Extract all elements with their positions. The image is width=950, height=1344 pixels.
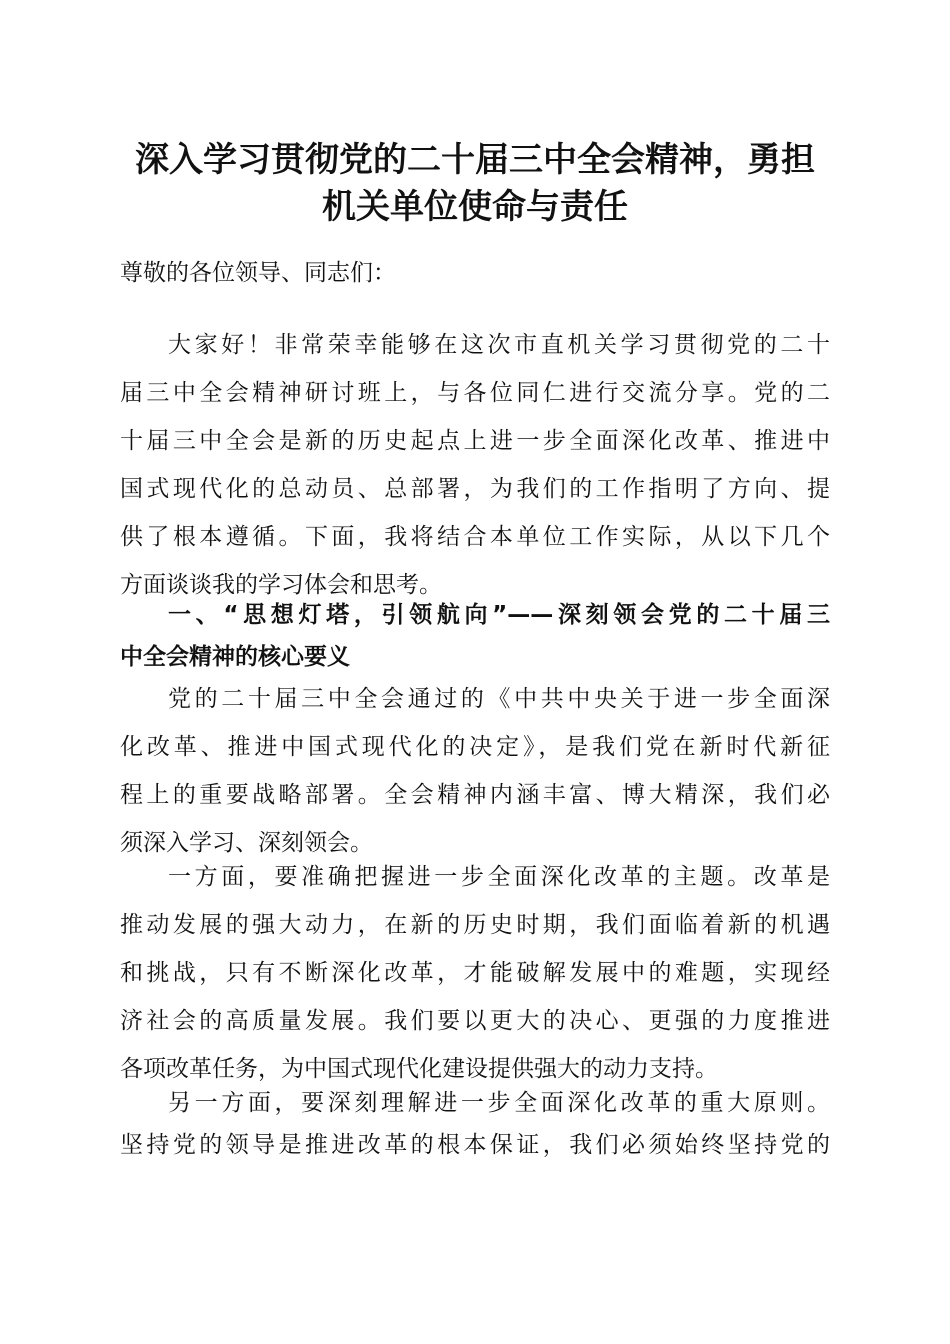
paragraph-line: 须深入学习、深刻领会。: [120, 830, 373, 856]
paragraph-line: 方面谈谈我的学习体会和思考。: [120, 572, 442, 598]
paragraph-line: 和挑战，只有不断深化改革，才能破解发展中的难题，实现经: [120, 960, 830, 986]
document-title-line-2: 机关单位使命与责任: [322, 187, 628, 227]
paragraph-line: 十届三中全会是新的历史起点上进一步全面深化改革、推进中: [120, 428, 830, 454]
paragraph-line: 届三中全会精神研讨班上，与各位同仁进行交流分享。党的二: [120, 380, 830, 406]
paragraph-line: 推动发展的强大动力，在新的历史时期，我们面临着新的机遇: [120, 912, 830, 938]
paragraph-line: 化改革、推进中国式现代化的决定》，是我们党在新时代新征: [120, 734, 830, 760]
document-title-line-1: 深入学习贯彻党的二十届三中全会精神，勇担: [135, 140, 815, 180]
paragraph-line: 坚持党的领导是推进改革的根本保证，我们必须始终坚持党的: [120, 1132, 830, 1158]
salutation: 尊敬的各位领导、同志们：: [120, 260, 396, 286]
paragraph-line: 另一方面，要深刻理解进一步全面深化改革的重大原则。: [168, 1090, 830, 1116]
section-heading-line: 一、“思想灯塔，引领航向”——深刻领会党的二十届三: [168, 602, 830, 628]
paragraph-line: 各项改革任务，为中国式现代化建设提供强大的动力支持。: [120, 1056, 718, 1082]
paragraph-line: 党的二十届三中全会通过的《中共中央关于进一步全面深: [168, 686, 830, 712]
paragraph-line: 供了根本遵循。下面，我将结合本单位工作实际，从以下几个: [120, 524, 830, 550]
paragraph-line: 济社会的高质量发展。我们要以更大的决心、更强的力度推进: [120, 1008, 830, 1034]
section-heading-line: 中全会精神的核心要义: [120, 644, 350, 670]
paragraph-line: 一方面，要准确把握进一步全面深化改革的主题。改革是: [168, 864, 830, 890]
paragraph-line: 国式现代化的总动员、总部署，为我们的工作指明了方向、提: [120, 476, 830, 502]
paragraph-line: 大家好！非常荣幸能够在这次市直机关学习贯彻党的二十: [168, 332, 830, 358]
paragraph-line: 程上的重要战略部署。全会精神内涵丰富、博大精深，我们必: [120, 782, 830, 808]
